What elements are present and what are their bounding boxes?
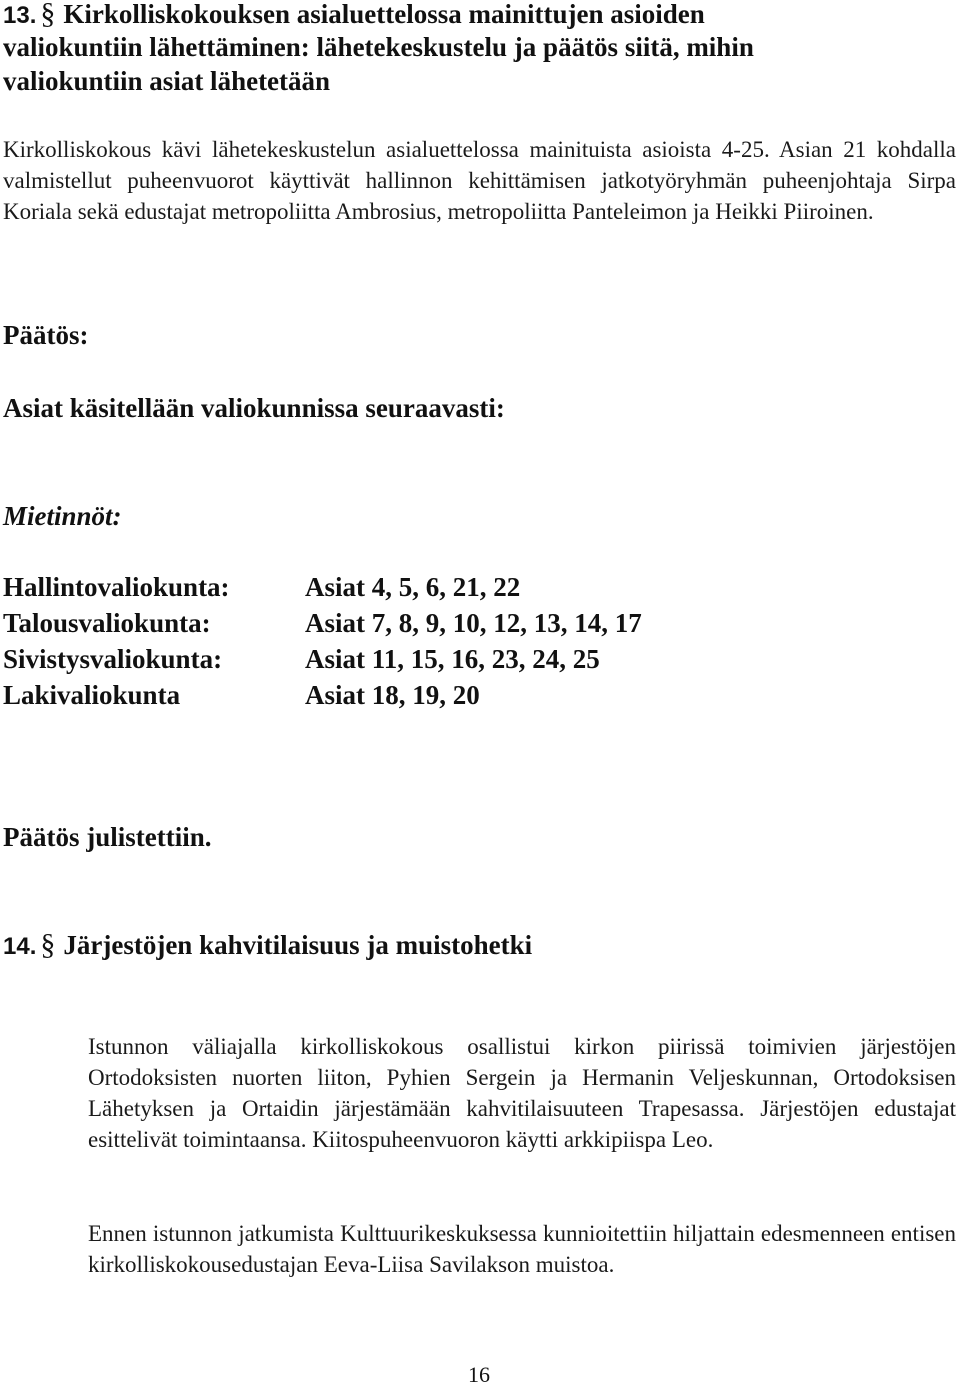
committee-name: Sivistysvaliokunta: [3, 644, 223, 674]
committee-items: Asiat 11, 15, 16, 23, 24, 25 [305, 644, 600, 674]
decision-closing: Päätös julistettiin. [3, 822, 212, 852]
committee-name: Lakivaliokunta [3, 680, 181, 710]
section-13-title-line-1: Kirkolliskokouksen asialuettelossa mainittujen asioiden [63, 0, 705, 29]
page-number: 16 [468, 1362, 490, 1387]
section-14-heading [3, 928, 532, 963]
committee-name: Talousvaliokunta: [3, 608, 211, 638]
section-14-title: Järjestöjen kahvitilaisuus ja muistohetki [63, 930, 533, 960]
decision-label: Päätös: [3, 320, 89, 350]
section-13-paragraph: Kirkolliskokous kävi lähetekeskustelun asialuettelossa mainituista asioista 4-25. Asian 21 kohdalla valmistellut puheenvuorot käyttivät hallinnon kehittämisen jatkotyöryhmän puheenjohtaja Sirpa Koriala sekä edustajat metropoliitta Ambrosius, metropoliitta Panteleimon ja Heikki Piiroinen. [3, 137, 956, 224]
committee-items: Asiat 4, 5, 6, 21, 22 [305, 572, 521, 602]
decision-intro: Asiat käsitellään valiokunnissa seuraavasti: [3, 393, 505, 423]
committee-name: Hallintovaliokunta: [3, 572, 230, 602]
section-mark-icon: § [40, 0, 56, 30]
section-13-heading [3, 0, 705, 32]
section-mark-icon: § [40, 928, 56, 961]
mietinnot-label: Mietinnöt: [3, 501, 122, 531]
section-14-paragraph-1: Istunnon väliajalla kirkolliskokous osallistui kirkon piirissä toimivien järjestöjen Ortodoksisten nuorten liiton, Pyhien Sergein ja Hermanin Veljeskunnan, Ortodoksisen Lähetyksen ja Ortaidin järjestämään kahvitilaisuuteen Trapesassa. Järjestöjen edustajat esittelivät toimintaansa. Kiitospuheenvuoron käytti arkkipiispa Leo. [88, 1034, 956, 1152]
committee-items: Asiat 7, 8, 9, 10, 12, 13, 14, 17 [305, 608, 642, 638]
section-13-title-line-2: valiokuntiin lähettäminen: lähetekeskustelu ja päätös siitä, mihin [3, 32, 754, 62]
section-13-title-line-3: valiokuntiin asiat lähetetään [3, 66, 331, 96]
committee-items: Asiat 18, 19, 20 [305, 680, 480, 710]
section-14-paragraph-2: Ennen istunnon jatkumista Kulttuurikeskuksessa kunnioitettiin hiljattain edesmenneen entisen kirkolliskokousedustajan Eeva-Liisa Savilakson muistoa. [88, 1221, 956, 1277]
section-14-number: 14. [3, 933, 37, 960]
section-13-number: 13. [3, 2, 37, 29]
